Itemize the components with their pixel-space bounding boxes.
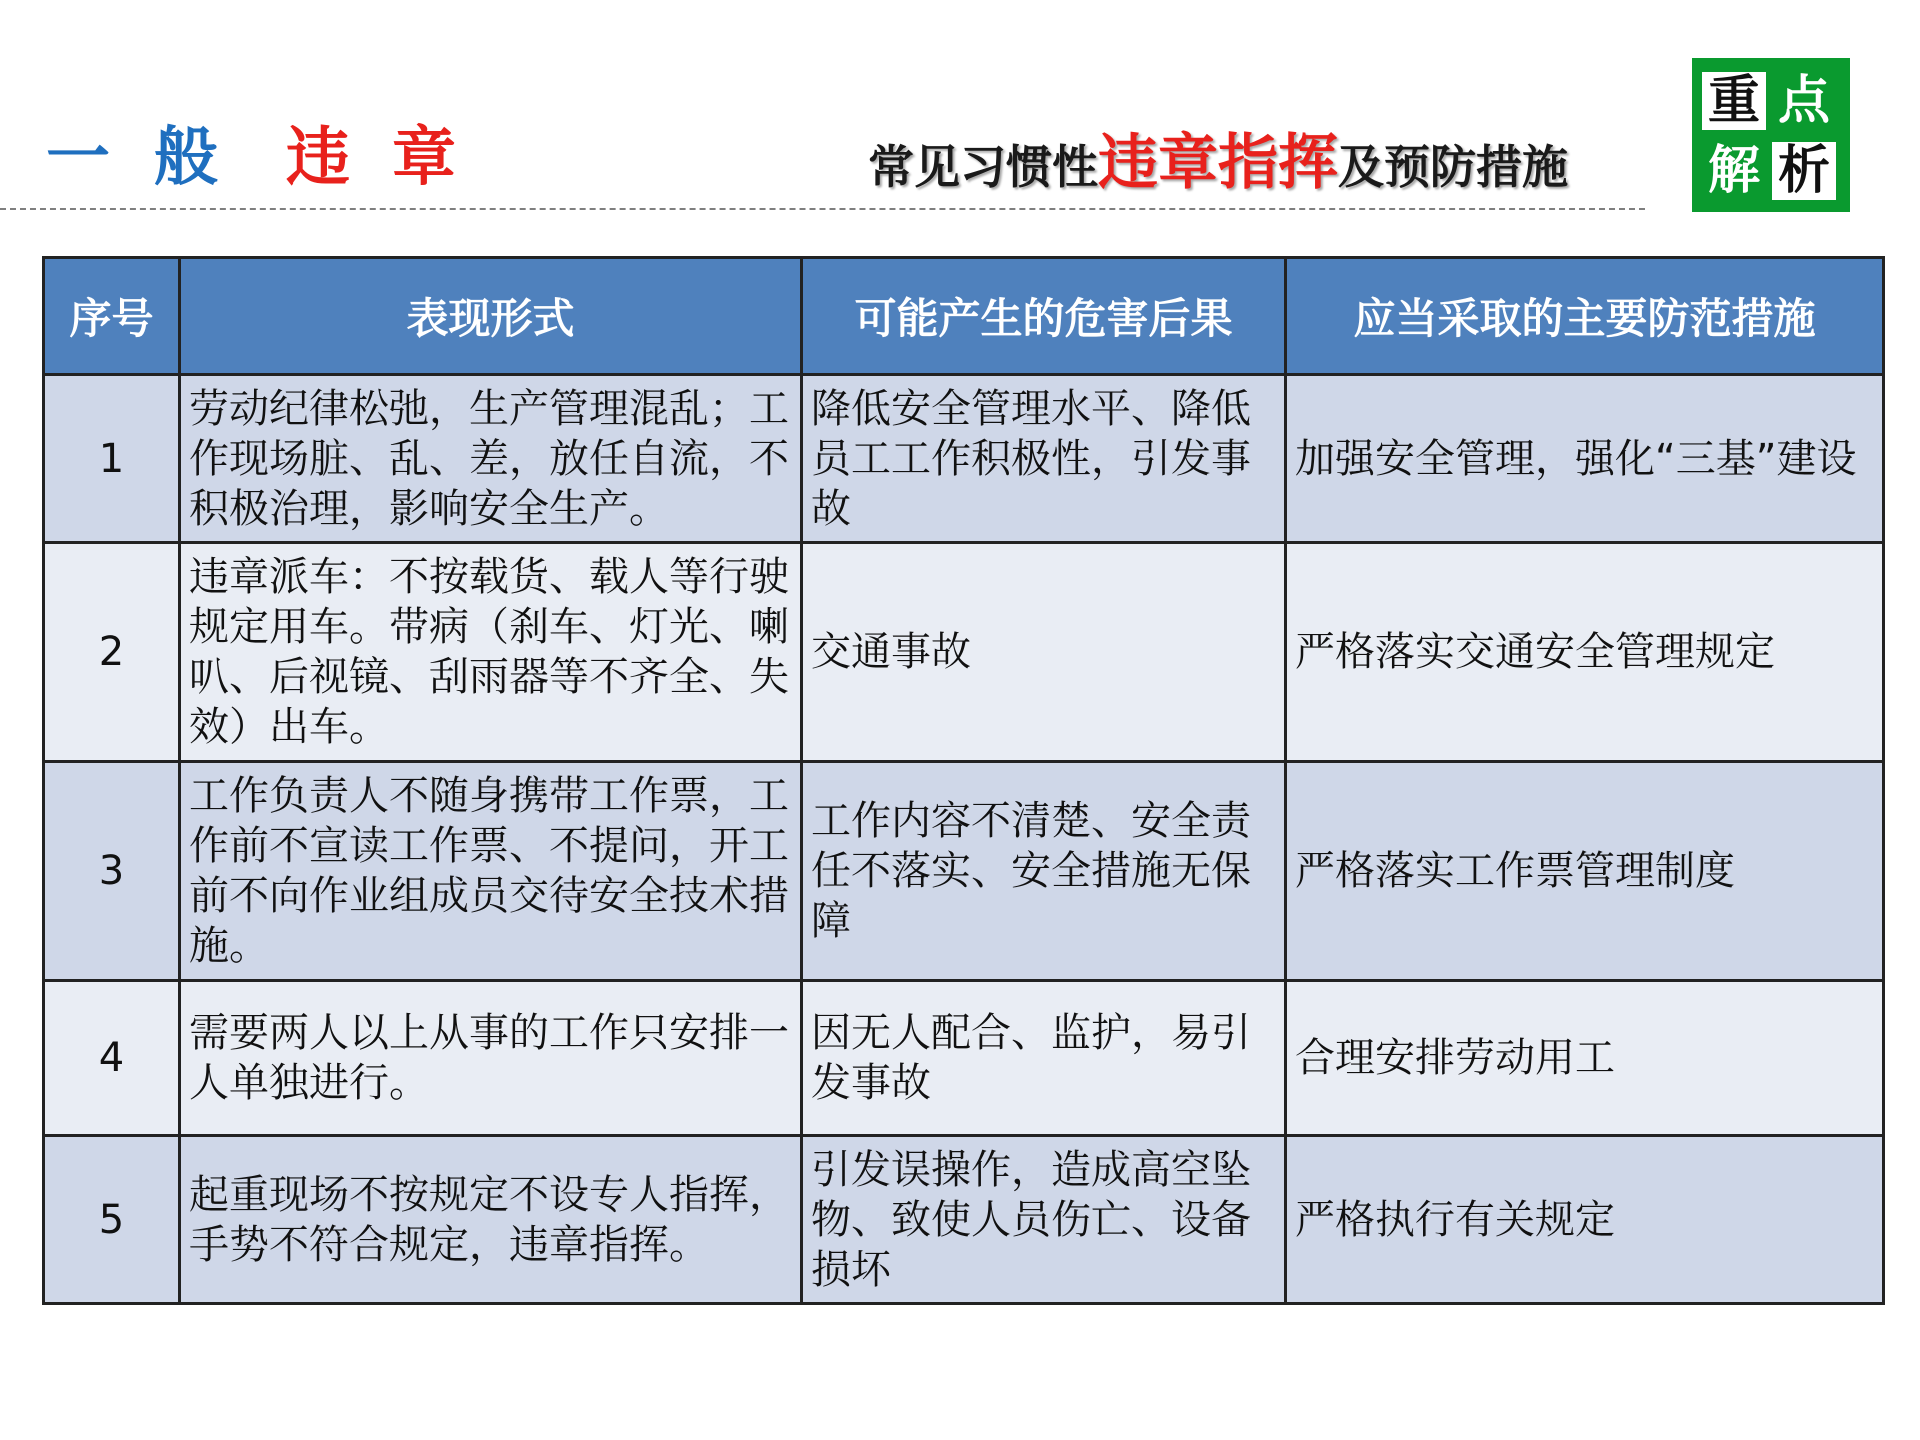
column-header-index: 序号 [44, 258, 180, 375]
table-row [44, 375, 1884, 543]
row-form: 违章派车：不按载货、载人等行驶规定用车。带病（刹车、灯光、喇叭、后视镜、刮雨器等不齐全、失效）出车。 [180, 543, 802, 762]
badge-char: 解 [1707, 141, 1760, 201]
table-row [44, 1136, 1884, 1304]
column-header-form: 表现形式 [180, 258, 802, 375]
row-consequence: 降低安全管理水平、降低员工工作积极性，引发事故 [802, 375, 1286, 543]
row-measure: 加强安全管理，强化“三基”建设 [1286, 375, 1884, 543]
row-form: 劳动纪律松弛，生产管理混乱；工作现场脏、乱、差，放任自流，不积极治理，影响安全生产。 [180, 375, 802, 543]
subtitle-prefix: 常见习惯性 [868, 140, 1098, 194]
section-title-char: 违 [286, 121, 350, 195]
row-number: 3 [44, 762, 180, 981]
column-header-measure: 应当采取的主要防范措施 [1286, 258, 1884, 375]
section-title [46, 118, 456, 198]
row-measure: 严格落实工作票管理制度 [1286, 762, 1884, 981]
row-consequence: 引发误操作，造成高空坠物、致使人员伤亡、设备损坏 [802, 1136, 1286, 1304]
row-consequence: 交通事故 [802, 543, 1286, 762]
violations-table [42, 256, 1885, 1305]
row-measure: 合理安排劳动用工 [1286, 981, 1884, 1136]
row-measure: 严格执行有关规定 [1286, 1136, 1884, 1304]
table-row [44, 543, 1884, 762]
section-title-char: 一 [46, 121, 110, 195]
row-number: 5 [44, 1136, 180, 1304]
row-number: 2 [44, 543, 180, 762]
column-header-consequence: 可能产生的危害后果 [802, 258, 1286, 375]
subtitle-highlight: 违章指挥 [1098, 128, 1338, 198]
slide-subtitle [868, 128, 1568, 202]
section-title-char: 般 [154, 121, 218, 195]
row-consequence: 工作内容不清楚、安全责任不落实、安全措施无保障 [802, 762, 1286, 981]
header-divider [0, 208, 1645, 210]
section-title-char: 章 [392, 121, 456, 195]
row-form: 起重现场不按规定不设专人指挥，手势不符合规定，违章指挥。 [180, 1136, 802, 1304]
row-consequence: 因无人配合、监护，易引发事故 [802, 981, 1286, 1136]
badge-char: 重 [1702, 72, 1766, 130]
subtitle-suffix: 及预防措施 [1338, 140, 1568, 194]
table-row [44, 981, 1884, 1136]
badge-char: 析 [1772, 142, 1836, 200]
row-number: 4 [44, 981, 180, 1136]
row-number: 1 [44, 375, 180, 543]
row-measure: 严格落实交通安全管理规定 [1286, 543, 1884, 762]
badge-char: 点 [1777, 71, 1830, 131]
table-row [44, 762, 1884, 981]
violations-table-wrapper [42, 256, 1885, 1305]
table-header-row [44, 258, 1884, 375]
key-analysis-badge [1692, 58, 1850, 212]
row-form: 工作负责人不随身携带工作票，工作前不宣读工作票、不提问，开工前不向作业组成员交待安全技术措施。 [180, 762, 802, 981]
row-form: 需要两人以上从事的工作只安排一人单独进行。 [180, 981, 802, 1136]
